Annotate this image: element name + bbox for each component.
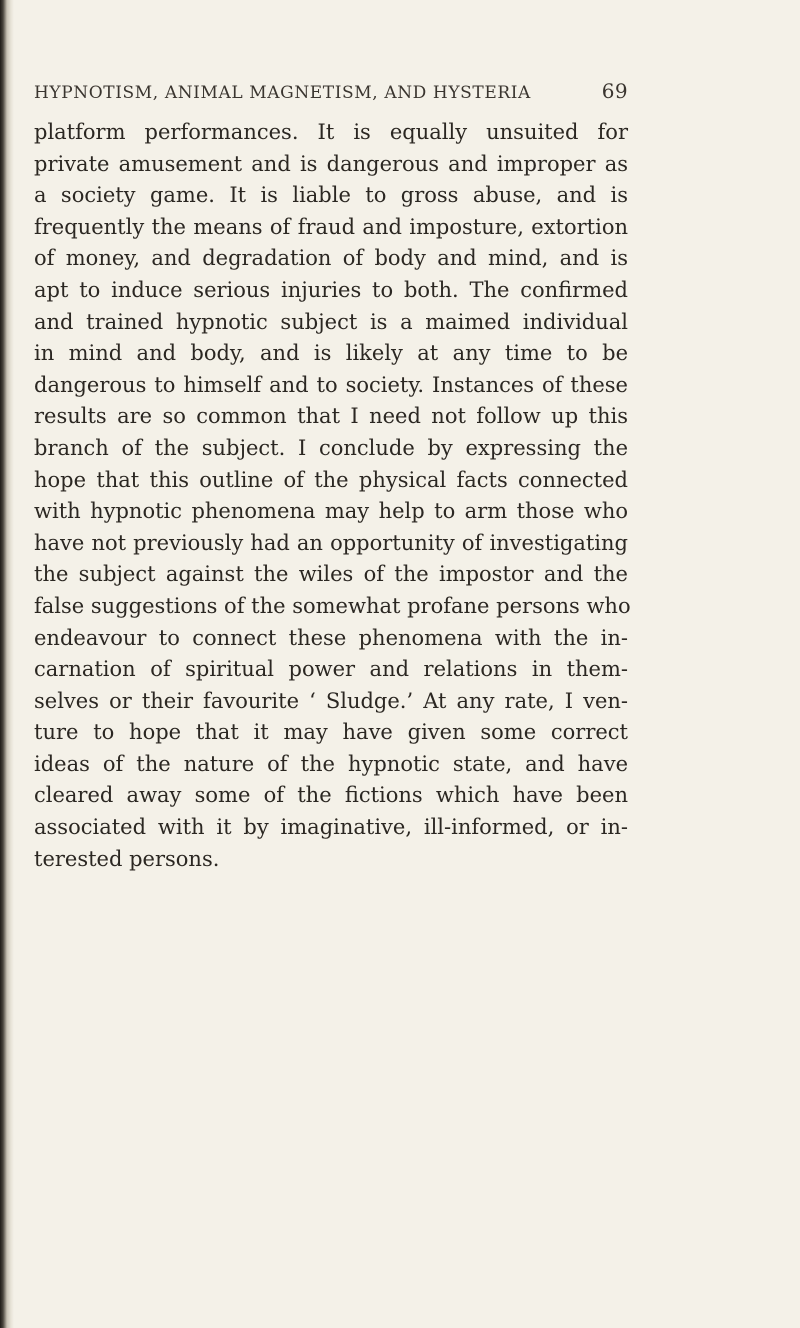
text-line: a society game. It is liable to gross abuse, and is xyxy=(34,183,628,208)
page-gutter-shadow xyxy=(0,0,14,1328)
text-line: terested persons. xyxy=(34,846,220,871)
text-line: platform performances. It is equally unsuited for xyxy=(34,120,628,144)
text-line: of money, and degradation of body and mind, and is xyxy=(34,246,628,271)
text-line: frequently the means of fraud and imposture, extortion xyxy=(34,214,628,239)
text-line: ture to hope that it may have given some correct xyxy=(34,720,628,745)
text-line: hope that this outline of the physical facts connected xyxy=(34,467,628,492)
text-line: ideas of the nature of the hypnotic state, and have xyxy=(34,751,628,776)
text-line: have not previously had an opportunity of investigating xyxy=(34,530,628,555)
text-line: selves or their favourite ‘ Sludge.’ At any rate, I ven- xyxy=(34,688,628,713)
text-line: carnation of spiritual power and relations in them- xyxy=(34,657,628,682)
text-line: endeavour to connect these phenomena with the in- xyxy=(34,625,628,650)
text-line: private amusement and is dangerous and improper as xyxy=(34,151,628,176)
text-line: branch of the subject. I conclude by expressing the xyxy=(34,435,628,460)
text-line: dangerous to himself and to society. Instances of these xyxy=(34,372,628,397)
text-line: associated with it by imaginative, ill-informed, or in- xyxy=(34,815,628,840)
text-line: cleared away some of the fictions which have been xyxy=(34,783,628,808)
text-line: in mind and body, and is likely at any time to be xyxy=(34,341,628,366)
running-head-title: HYPNOTISM, ANIMAL MAGNETISM, AND HYSTERIA xyxy=(34,83,531,103)
text-line: with hypnotic phenomena may help to arm those who xyxy=(34,499,628,524)
text-line: apt to induce serious injuries to both. The confirmed xyxy=(34,277,628,302)
body-paragraph xyxy=(34,117,631,875)
page-number: 69 xyxy=(601,79,628,103)
text-line: the subject against the wiles of the impostor and the xyxy=(34,562,628,587)
text-line: false suggestions of the somewhat profane persons who xyxy=(34,593,631,618)
text-line: results are so common that I need not follow up this xyxy=(34,404,628,429)
running-head xyxy=(34,79,628,105)
text-line: and trained hypnotic subject is a maimed individual xyxy=(34,309,628,334)
